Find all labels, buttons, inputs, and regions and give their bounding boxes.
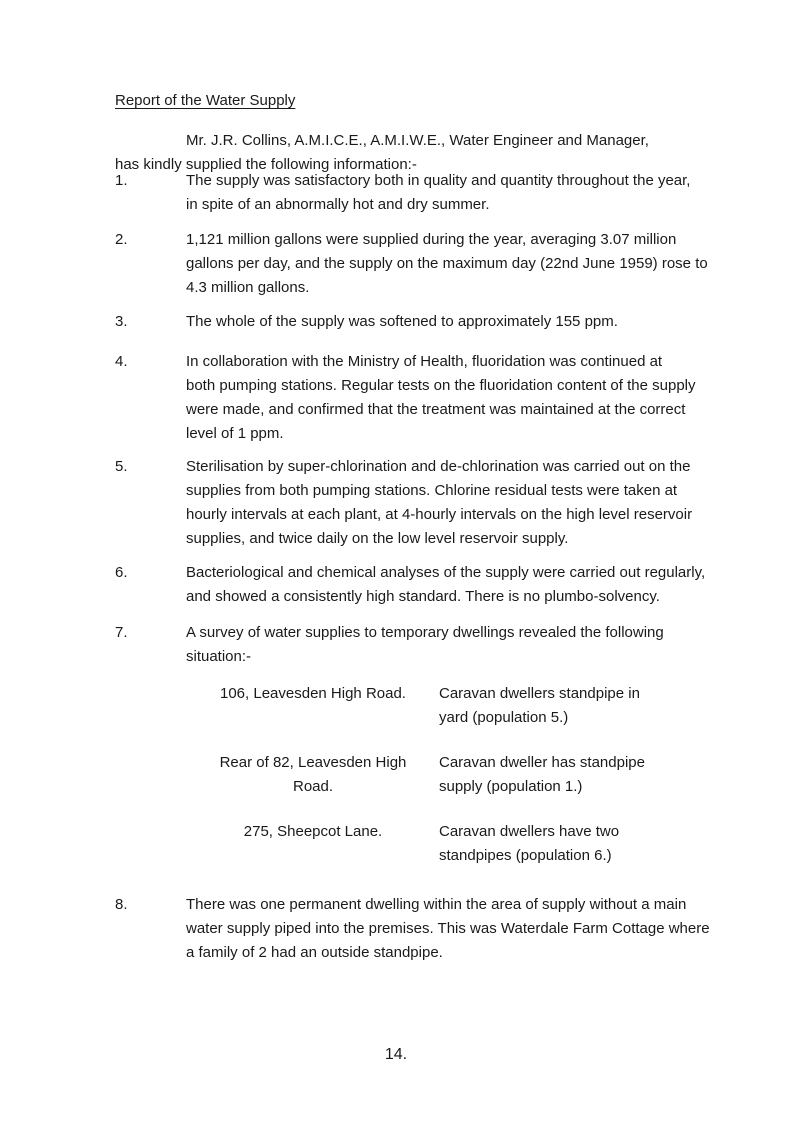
item-line: were made, and confirmed that the treatment was maintained at the correct <box>186 401 686 418</box>
page-number: 14. <box>384 1046 408 1063</box>
item-text <box>186 350 756 446</box>
item-number: 1. <box>115 172 128 189</box>
item-line: In collaboration with the Ministry of Health, fluoridation was continued at <box>186 353 663 370</box>
item-text <box>186 228 756 300</box>
item-text <box>186 621 756 669</box>
item-line: There was one permanent dwelling within the area of supply without a main <box>186 896 687 913</box>
item-line: situation:- <box>186 648 252 665</box>
item-text <box>186 455 756 551</box>
location-line: 275, Sheepcot Lane. <box>243 823 383 840</box>
item-text <box>186 893 756 965</box>
survey-description <box>439 820 739 868</box>
item-line: supplies from both pumping stations. Chlorine residual tests were taken at <box>186 482 678 499</box>
description-line: Caravan dwellers have two <box>439 823 620 840</box>
item-line: Bacteriological and chemical analyses of the supply were carried out regularly, <box>186 564 706 581</box>
location-line: 106, Leavesden High Road. <box>220 685 406 702</box>
survey-location <box>213 682 413 706</box>
description-line: Caravan dwellers standpipe in <box>439 685 640 702</box>
survey-description <box>439 751 739 799</box>
survey-location <box>213 751 413 799</box>
location-line: Rear of 82, Leavesden High <box>219 754 407 771</box>
description-line: Caravan dweller has standpipe <box>439 754 645 771</box>
description-line: yard (population 5.) <box>439 709 569 726</box>
survey-location <box>213 820 413 844</box>
report-heading: Report of the Water Supply <box>115 92 296 109</box>
item-number: 6. <box>115 564 128 581</box>
item-line: The whole of the supply was softened to approximately 155 ppm. <box>186 313 618 330</box>
description-line: supply (population 1.) <box>439 778 583 795</box>
survey-description <box>439 682 739 730</box>
item-line: gallons per day, and the supply on the maximum day (22nd June 1959) rose to <box>186 255 708 272</box>
item-number: 7. <box>115 624 128 641</box>
item-line: both pumping stations. Regular tests on the fluoridation content of the supply <box>186 377 696 394</box>
item-line: 4.3 million gallons. <box>186 279 310 296</box>
item-line: a family of 2 had an outside standpipe. <box>186 944 443 961</box>
intro-line: has kindly supplied the following information:- <box>115 156 417 173</box>
item-text <box>186 169 756 217</box>
item-text <box>186 561 756 609</box>
item-number: 4. <box>115 353 128 370</box>
item-line: Sterilisation by super-chlorination and de-chlorination was carried out on the <box>186 458 691 475</box>
item-number: 8. <box>115 896 128 913</box>
item-number: 2. <box>115 231 128 248</box>
description-line: standpipes (population 6.) <box>439 847 612 864</box>
item-number: 3. <box>115 313 128 330</box>
item-line: supplies, and twice daily on the low level reservoir supply. <box>186 530 569 547</box>
item-line: in spite of an abnormally hot and dry summer. <box>186 196 490 213</box>
item-text <box>186 310 756 334</box>
item-line: The supply was satisfactory both in quality and quantity throughout the year, <box>186 172 691 189</box>
item-line: 1,121 million gallons were supplied during the year, averaging 3.07 million <box>186 231 677 248</box>
item-line: water supply piped into the premises. This was Waterdale Farm Cottage where <box>186 920 710 937</box>
item-line: and showed a consistently high standard. There is no plumbo-solvency. <box>186 588 660 605</box>
location-line: Road. <box>292 778 334 795</box>
item-line: A survey of water supplies to temporary dwellings revealed the following <box>186 624 664 641</box>
item-line: level of 1 ppm. <box>186 425 284 442</box>
intro-line: Mr. J.R. Collins, A.M.I.C.E., A.M.I.W.E., Water Engineer and Manager, <box>186 132 649 149</box>
item-number: 5. <box>115 458 128 475</box>
item-line: hourly intervals at each plant, at 4-hourly intervals on the high level reservoir <box>186 506 693 523</box>
